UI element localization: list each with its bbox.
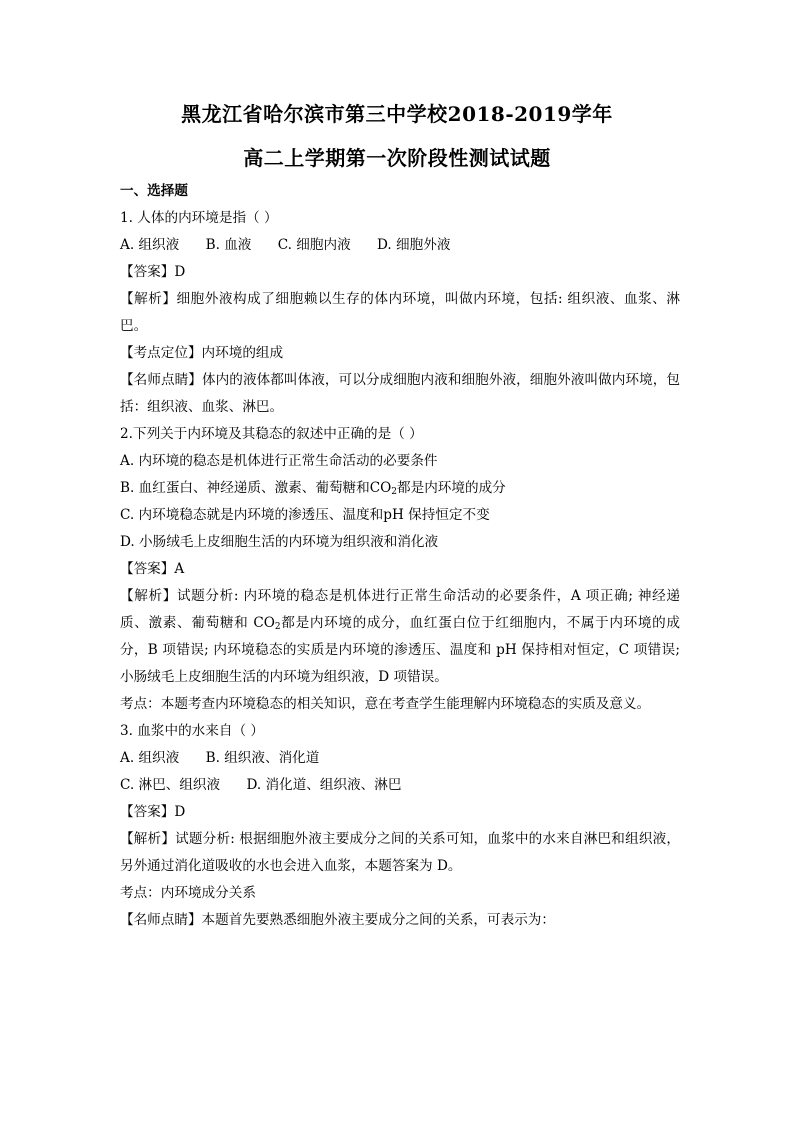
q2-option-d: D. 小肠绒毛上皮细胞生活的内环境为组织液和消化液: [120, 534, 439, 550]
q1-answer: 【答案】D: [120, 264, 186, 280]
q1-stem: 1. 人体的内环境是指（ ）: [120, 210, 278, 226]
section-heading: 一、选择题: [120, 183, 188, 199]
q2-answer: 【答案】A: [120, 561, 185, 577]
q3-answer: 【答案】D: [120, 804, 186, 820]
document-title-line1: 黑龙江省哈尔滨市第三中学校2018-2019学年: [181, 102, 613, 126]
q3-option-d: D. 消化道、组织液、淋巴: [246, 777, 402, 793]
q3-option-c: C. 淋巴、组织液: [120, 777, 221, 793]
q1-option-d: D. 细胞外液: [377, 237, 451, 253]
q2-stem: 2.下列关于内环境及其稳态的叙述中正确的是（ ）: [120, 426, 423, 442]
q3-options-row2: [120, 772, 680, 799]
q2-option-b-subscript: 2: [391, 487, 398, 497]
q2-option-b: [120, 475, 680, 502]
q2-analysis: [120, 583, 680, 691]
q2-analysis-text: 【解析】试题分析: 内环境的稳态是机体进行正常生命活动的必要条件，A 项正确; 神经递质、激素、葡萄糖和 CO: [120, 588, 680, 631]
q3-mingshi: 【名师点睛】本题首先要熟悉细胞外液主要成分之间的关系，可表示为：: [120, 912, 555, 928]
q1-option-c: C. 细胞内液: [277, 237, 351, 253]
q2-option-c: C. 内环境稳态就是内环境的渗透压、温度和pH 保持恒定不变: [120, 507, 490, 523]
q2-option-b-text: B. 血红蛋白、神经递质、激素、葡萄糖和CO: [120, 480, 392, 496]
q3-option-a: A. 组织液: [120, 750, 180, 766]
q1-options: [120, 232, 680, 259]
document-body: [120, 178, 680, 934]
q3-stem: 3. 血浆中的水来自（ ）: [120, 723, 264, 739]
q3-analysis: 【解析】试题分析: 根据细胞外液主要成分之间的关系可知，血浆中的水来自淋巴和组织液，另外通过消化道吸收的水也会进入血浆，本题答案为 D。: [120, 831, 680, 874]
q1-option-a: A. 组织液: [120, 237, 180, 253]
q2-analysis-text-end: 都是内环境的成分，血红蛋白位于红细胞内，不属于内环境的成分，B 项错误; 内环境稳态的实质是内环境的渗透压、温度和 pH 保持相对恒定，C 项错误; 小肠绒毛上皮细胞生活的内环境为组织液，D 项错误。: [120, 615, 680, 685]
q3-kaodian: 考点：内环境成分关系: [120, 885, 256, 901]
q2-kaodian: 考点：本题考查内环境稳态的相关知识，意在考查学生能理解内环境稳态的实质及意义。: [120, 696, 651, 712]
q1-mingshi: 【名师点睛】体内的液体都叫体液，可以分成细胞内液和细胞外液，细胞外液叫做内环境，包括：组织液、血浆、淋巴。: [120, 372, 680, 415]
q1-kaodian: 【考点定位】内环境的组成: [120, 345, 284, 361]
q2-option-a: A. 内环境的稳态是机体进行正常生命活动的必要条件: [120, 453, 438, 469]
q1-analysis: 【解析】细胞外液构成了细胞赖以生存的体内环境，叫做内环境，包括: 组织液、血浆、淋巴。: [120, 291, 680, 334]
q3-options-row1: [120, 745, 680, 772]
document-title-line2: 高二上学期第一次阶段性测试试题: [243, 146, 551, 170]
q1-option-b: B. 血液: [205, 237, 252, 253]
q2-option-b-text-end: 都是内环境的成分: [397, 480, 506, 496]
q2-analysis-subscript: 2: [274, 622, 281, 632]
q3-option-b: B. 组织液、消化道: [205, 750, 320, 766]
